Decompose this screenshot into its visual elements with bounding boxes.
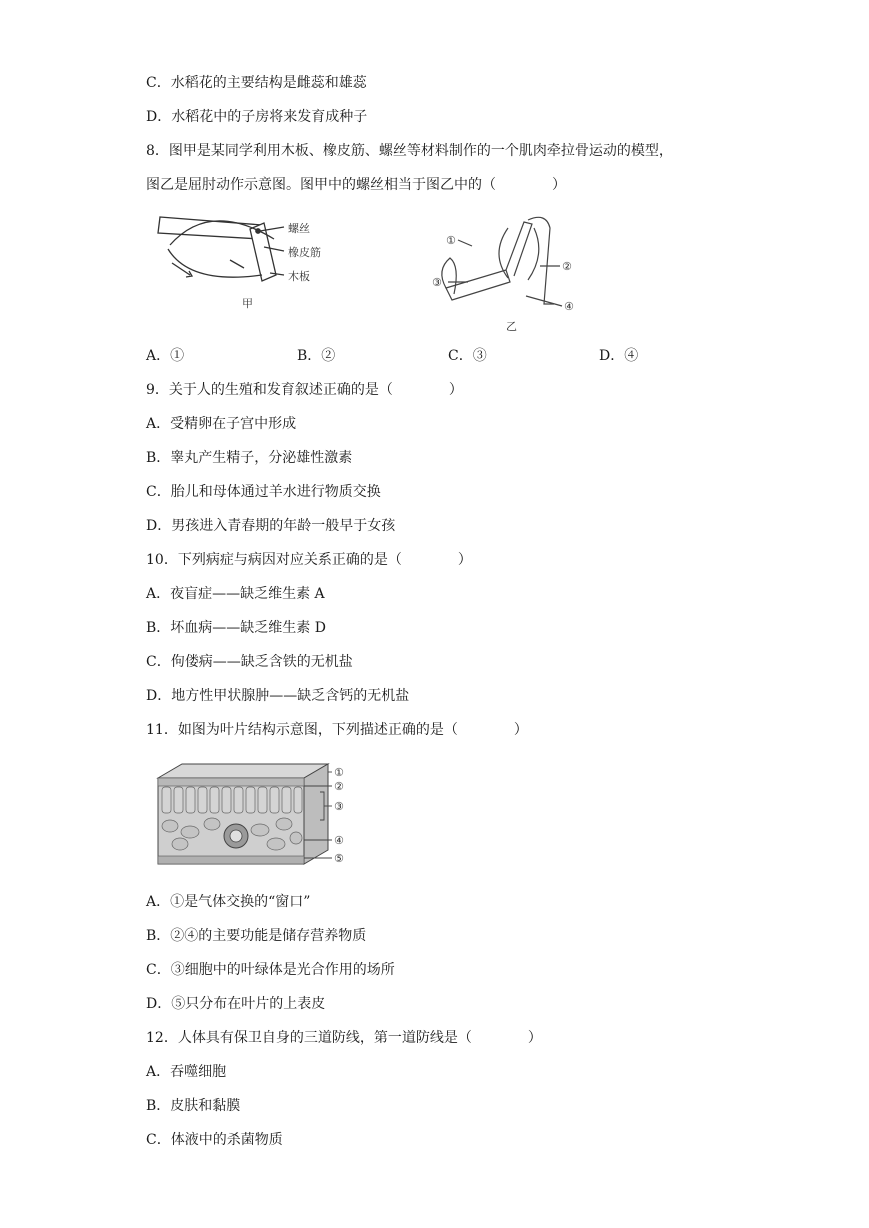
q10-option-d: D．地方性甲状腺肿——缺乏含钙的无机盐: [146, 688, 410, 704]
leaf-label-3: ③: [334, 800, 344, 813]
q10-option-c: C．佝偻病——缺乏含铁的无机盐: [146, 654, 353, 670]
q8-option-b: B．②: [297, 348, 336, 364]
q10-stem: 10．下列病症与病因对应关系正确的是（ ）: [146, 552, 472, 568]
triceps-shape: [528, 228, 539, 280]
q8-option-c: C．③: [448, 348, 487, 364]
q11-option-d: D．⑤只分布在叶片的上表皮: [146, 996, 326, 1012]
q10-option-a: A．夜盲症——缺乏维生素 A: [146, 586, 325, 602]
upper-arm-bone: [506, 222, 532, 276]
leaf-top-face: [158, 764, 328, 778]
q8-option-a: A．①: [146, 348, 185, 364]
q12-option-b: B．皮肤和黏膜: [146, 1098, 241, 1114]
q8-figure-jia: [150, 205, 360, 335]
q8-stem-line2: 图乙是屈肘动作示意图。图甲中的螺丝相当于图乙中的（ ）: [146, 177, 566, 193]
label-1: ①: [446, 234, 456, 247]
label-rubber-band: 橡皮筋: [288, 246, 321, 259]
q7-option-d: D．水稻花中的子房将来发育成种子: [146, 109, 368, 125]
upper-board-shape: [158, 217, 262, 239]
hand-shape: [442, 258, 456, 294]
q12-option-a: A．吞噬细胞: [146, 1064, 227, 1080]
q9-option-d: D．男孩进入青春期的年龄一般早于女孩: [146, 518, 396, 534]
leaf-label-1: ①: [334, 766, 344, 779]
screw-dot: [256, 229, 260, 233]
q10-option-b: B．坏血病——缺乏维生素 D: [146, 620, 326, 636]
leaf-label-2: ②: [334, 780, 344, 793]
label-2: ②: [562, 260, 572, 273]
q9-option-a: A．受精卵在子宫中形成: [146, 416, 297, 432]
q11-option-b: B．②④的主要功能是储存营养物质: [146, 928, 367, 944]
q7-option-c: C．水稻花的主要结构是雌蕊和雄蕊: [146, 75, 367, 91]
leaf-label-4: ④: [334, 834, 344, 847]
q12-option-c: C．体液中的杀菌物质: [146, 1132, 283, 1148]
q9-stem: 9．关于人的生殖和发育叙述正确的是（ ）: [146, 382, 463, 398]
q11-leaf-figure: [152, 760, 352, 872]
rubber-band-bottom: [168, 249, 262, 277]
q9-option-c: C．胎儿和母体通过羊水进行物质交换: [146, 484, 381, 500]
q9-option-b: B．睾丸产生精子，分泌雄性激素: [146, 450, 353, 466]
q11-stem: 11．如图为叶片结构示意图，下列描述正确的是（ ）: [146, 722, 528, 738]
q12-stem: 12．人体具有保卫自身的三道防线，第一道防线是（ ）: [146, 1030, 542, 1046]
q8-options: [146, 346, 666, 366]
q11-option-c: C．③细胞中的叶绿体是光合作用的场所: [146, 962, 395, 978]
caption-jia: 甲: [242, 297, 253, 310]
leaf-label-5: ⑤: [334, 852, 344, 865]
q8-option-d: D．④: [599, 348, 639, 364]
lower-board-shape: [250, 223, 276, 281]
label-board: 木板: [288, 270, 310, 283]
label-screw: 螺丝: [288, 222, 310, 235]
q8-figure-yi: [428, 208, 588, 336]
q8-stem-line1: 8．图甲是某同学利用木板、橡皮筋、螺丝等材料制作的一个肌肉牵拉骨运动的模型，: [146, 143, 673, 159]
label-3: ③: [432, 276, 442, 289]
q11-option-a: A．①是气体交换的“窗口”: [146, 894, 311, 910]
caption-yi: 乙: [506, 320, 517, 333]
label-4: ④: [564, 300, 574, 313]
